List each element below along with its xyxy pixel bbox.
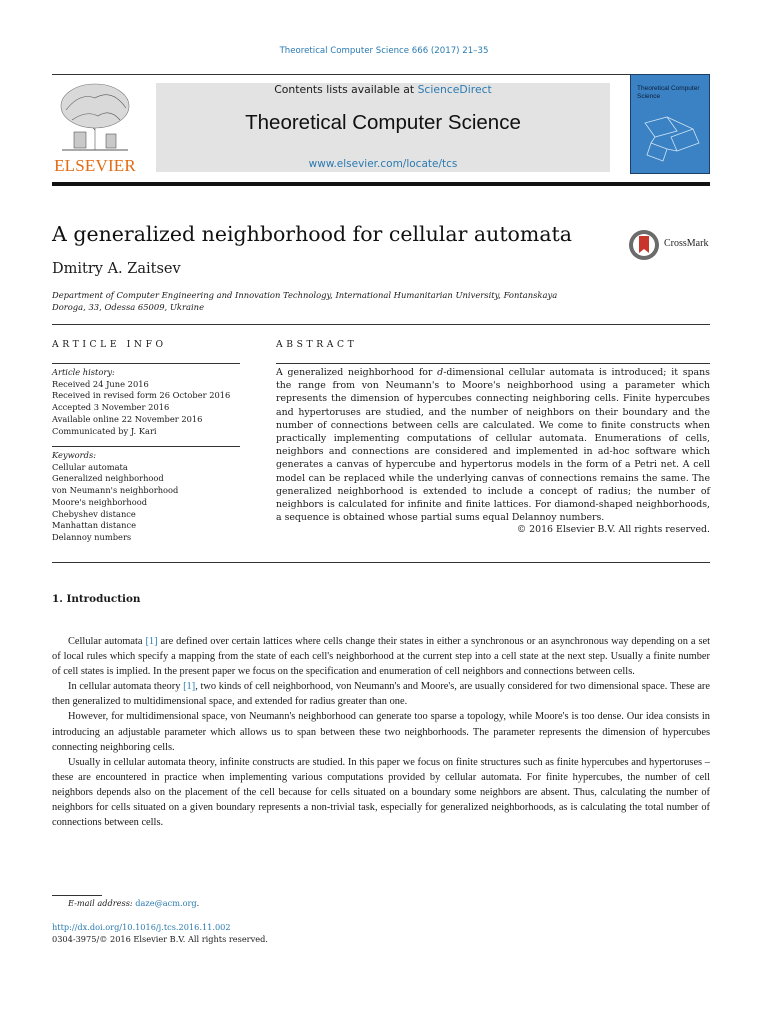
article-info-heading: ARTICLE INFO	[52, 339, 167, 350]
citation-link[interactable]: [1]	[183, 681, 196, 693]
abstract-d-symbol: d	[437, 367, 444, 378]
paragraph-text: In cellular automata theory	[68, 681, 184, 693]
header-bottom-rule	[52, 182, 710, 186]
keyword: Delannoy numbers	[52, 531, 132, 542]
history-item: Accepted 3 November 2016	[52, 402, 170, 413]
issn-copyright: 0304-3975/© 2016 Elsevier B.V. All rights reserved.	[52, 934, 268, 944]
article-info-rule	[52, 363, 240, 364]
paragraph-text: are defined over certain lattices where cells change their states in either a synchronous or an asynchronous way depending on a set of local rules which specify a mapping from the state of each cell's neighborhood at the current step into a cell state at the next step. Usually a finite number of cell states is implied. In the present paper we focus on the specification and enumeration of cell neighbors and connections between cells.	[52, 636, 710, 678]
doi-link[interactable]: http://dx.doi.org/10.1016/j.tcs.2016.11.002	[52, 922, 231, 932]
paragraph	[52, 634, 710, 679]
contents-line	[156, 83, 610, 96]
paragraph: Usually in cellular automata theory, infinite constructs are studied. In this paper we focus on finite structures such as finite hypercubes and hypertoruses – these are encountered in practice when implementing various computations provided by cellular automata. For finite hypercubes, the number of cell neighbors depends also on the placement of the cell because for cells situated on a boundary some neighbors are absent. Thus, calculating the number of neighbors for cells situated on a given boundary represents a non-trivial task, especially for generalized neighborhoods, as is calculating the total number of connections between cells.	[52, 756, 710, 829]
crossmark-icon[interactable]	[628, 229, 660, 261]
history-item: Available online 22 November 2016	[52, 413, 203, 424]
history-item: Received 24 June 2016	[52, 378, 149, 389]
introduction-body	[52, 634, 710, 830]
keyword: von Neumann's neighborhood	[52, 485, 179, 496]
email-footnote	[68, 898, 199, 908]
sciencedirect-link[interactable]: ScienceDirect	[417, 83, 492, 96]
keyword: Generalized neighborhood	[52, 473, 164, 484]
affiliation-rule	[52, 324, 710, 325]
doi-block	[52, 921, 268, 945]
keyword: Cellular automata	[52, 461, 128, 472]
cover-graphic	[637, 109, 705, 167]
header-top-rule	[52, 74, 710, 75]
history-item: Received in revised form 26 October 2016	[52, 390, 231, 401]
keyword: Moore's neighborhood	[52, 496, 148, 507]
history-label: Article history:	[52, 367, 115, 377]
journal-url-link[interactable]: www.elsevier.com/locate/tcs	[308, 158, 458, 170]
keyword: Manhattan distance	[52, 520, 137, 531]
front-matter-end-rule	[52, 562, 710, 563]
article-history	[52, 367, 240, 437]
abstract-rule	[276, 363, 710, 364]
author-name: Dmitry A. Zaitsev	[52, 261, 181, 277]
section-heading-introduction: 1. Introduction	[52, 593, 141, 605]
crossmark-label[interactable]: CrossMark	[664, 238, 709, 249]
elsevier-tree-logo	[52, 80, 138, 156]
paragraph	[52, 679, 710, 709]
footnote-rule	[52, 895, 102, 896]
abstract-text	[276, 366, 710, 524]
email-suffix: .	[196, 898, 200, 908]
cover-title: Theoretical Computer Science	[637, 85, 700, 100]
history-item: Communicated by J. Kari	[52, 425, 157, 436]
abstract-copyright: © 2016 Elsevier B.V. All rights reserved.	[516, 524, 710, 535]
journal-title: Theoretical Computer Science	[245, 111, 521, 134]
journal-cover-thumbnail	[630, 74, 710, 174]
keywords-list	[52, 450, 240, 544]
keywords-rule	[52, 446, 240, 447]
article-title: A generalized neighborhood for cellular automata	[52, 222, 573, 246]
abstract-heading: ABSTRACT	[276, 339, 358, 350]
keyword: Chebyshev distance	[52, 508, 136, 519]
contents-prefix: Contents lists available at	[274, 83, 418, 96]
elsevier-wordmark: ELSEVIER	[54, 156, 136, 175]
abstract-text-part: -dimensional cellular automata is introduced; it spans the range from von Neumann's to Moore's neighborhood using a parameter which represents the dimension of hypercubes connecting neighboring cells. Finite hypercubes and hypertoruses are studied, and the number of neighbors on their boundary and the number of connections between cells are calculated. We come to finite constructs when practically implementing computations of cellular automata. Enumerations of cells, neighbors and connections are considered and implemented in ad-hoc software which generates a canvas of hypercube and hypertorus models in the form of a Petri net. A cell model can be replaced while the underlying canvas of connections remains the same. The generalized neighborhood is extended to include a concept of radius; the number of neighbors is calculated for infinite and finite lattices. For diamond-shaped neighborhoods, a sequence is obtained whose partial sums equal Delannoy numbers.	[276, 367, 710, 524]
email-label: E-mail address:	[68, 898, 136, 908]
abstract-text-part: A generalized neighborhood for	[276, 367, 438, 378]
paragraph: However, for multidimensional space, von Neumann's neighborhood can generate too sparse a topology, while Moore's is too dense. Our idea consists in introducing an adjustable parameter which allows us to span between these two neighborhoods. The parameter represents the dimension of hypercubes connecting neighboring cells.	[52, 711, 710, 753]
keywords-label: Keywords:	[52, 450, 97, 460]
paragraph-text: , two kinds of cell neighborhood, von Neumann's and Moore's, are usually considered for two dimensional space. These are then generalized to multidimensional space, and extended for radius greater than one.	[52, 681, 711, 708]
paragraph-text: Cellular automata	[68, 636, 146, 647]
author-affiliation: Department of Computer Engineering and Innovation Technology, International Humanitarian University, Fontanskaya Doroga, 33, Odessa 65009, Ukraine	[52, 290, 558, 312]
email-link[interactable]: daze@acm.org	[135, 898, 197, 908]
journal-citation[interactable]: Theoretical Computer Science 666 (2017) 21–35	[279, 46, 489, 56]
citation-link[interactable]: [1]	[145, 636, 158, 647]
